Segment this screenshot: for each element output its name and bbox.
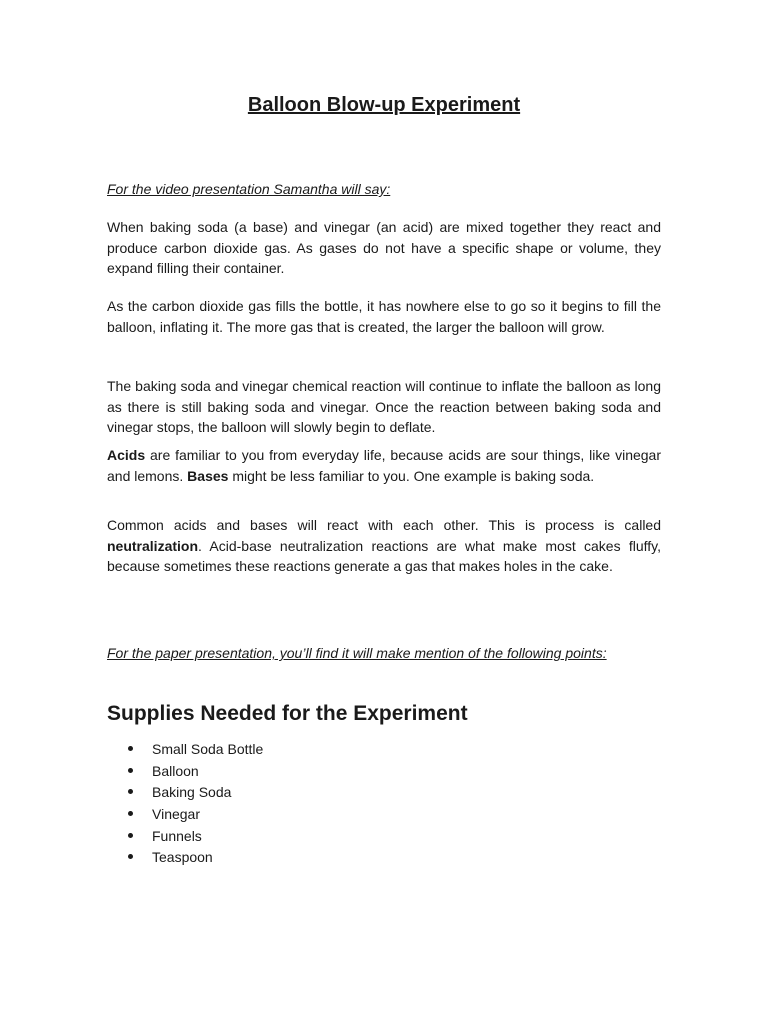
term-acids: Acids — [107, 447, 146, 463]
list-item-label: Vinegar — [152, 806, 201, 823]
list-item — [107, 804, 263, 826]
list-item-label: Balloon — [152, 762, 199, 779]
list-item-label: Funnels — [152, 827, 202, 844]
list-item-label: Small Soda Bottle — [152, 741, 264, 757]
supplies-list — [107, 739, 263, 869]
bullet-icon — [128, 854, 133, 859]
paragraph-acids-bases — [107, 445, 661, 486]
video-presentation-note: For the video presentation Samantha will say: — [107, 181, 391, 197]
bullet-icon — [128, 811, 133, 816]
paragraph-balloon-inflation: As the carbon dioxide gas fills the bottle, it has nowhere else to go so it begins to fill the balloon, inflating it. The more gas that is created, the larger the balloon will grow. — [107, 298, 661, 335]
list-item — [107, 782, 263, 804]
list-item — [107, 826, 263, 848]
paragraph-text: Common acids and bases will react with each other. This is process is called — [107, 517, 661, 533]
paragraph-text: . Acid-base neutralization reactions are what make most cakes fluffy, because sometimes these reactions generate a gas that makes holes in the cake. — [107, 537, 661, 575]
bullet-icon — [128, 768, 133, 773]
paragraph-text: might be less familiar to you. One example is baking soda. — [228, 467, 595, 484]
bullet-icon — [128, 833, 133, 838]
list-item-label: Baking Soda — [152, 784, 232, 801]
document-title: Balloon Blow-up Experiment — [247, 94, 521, 116]
list-item — [107, 761, 263, 783]
bullet-icon — [128, 789, 133, 794]
paragraph-text: are familiar to you from everyday life, because acids are sour things, like vinegar and lemons. — [107, 447, 661, 484]
supplies-heading: Supplies Needed for the Experiment — [107, 702, 468, 725]
term-neutralization: neutralization — [107, 537, 199, 554]
paragraph-reaction-duration: The baking soda and vinegar chemical reaction will continue to inflate the balloon as long as there is still baking soda and vinegar. Once the reaction between baking soda and vinegar stops, the balloon will slowly begin to deflate. — [107, 378, 661, 436]
paper-presentation-note: For the paper presentation, you’ll find it will make mention of the following points: — [107, 645, 607, 661]
bullet-icon — [128, 746, 133, 751]
paragraph-neutralization — [107, 515, 661, 577]
paragraph-reaction: When baking soda (a base) and vinegar (an acid) are mixed together they react and produce carbon dioxide gas. As gases do not have a specific shape or volume, they expand filling their container. — [107, 219, 661, 277]
list-item — [107, 847, 263, 869]
list-item-label: Teaspoon — [152, 849, 213, 866]
list-item — [107, 739, 263, 761]
term-bases: Bases — [187, 467, 229, 484]
